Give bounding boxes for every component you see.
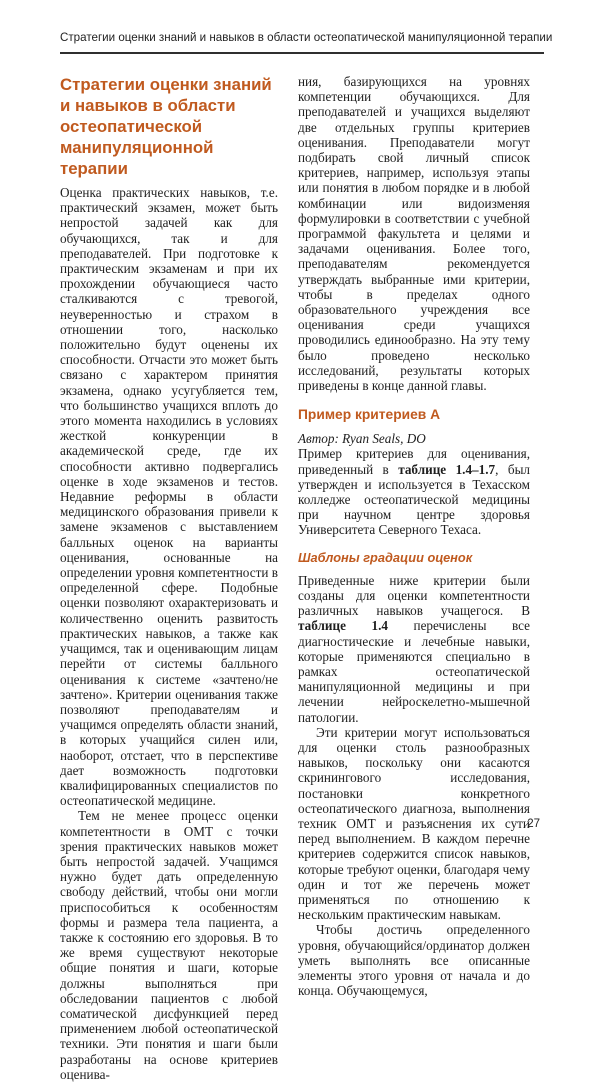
- table-reference: таблице 1.4: [298, 618, 388, 634]
- paragraph: Оценка практических навыков, т.е. практический экзамен, может быть непростой задачей как для обучающихся, так и для преподавателей. При подготовке к практическим экзаменам и при их прохождении обучающиеся часто сталкиваются с тревогой, неуверенностью и страхом в отношении того, насколько положительно будут оценены их способности. Отчасти это может быть связано с характером принятия экзамена, однако усугубляется тем, что большинство учащихся вплоть до этого момента находились в условиях жесткой конкуренции в академической среде, где их способности активно подвергались оценке в ходе экзаменов и тестов. Недавние реформы в области медицинского образования привели к замене экзаменов с выставлением балльных оценок на варианты оценивания, основанные на определении уровня компетентности в определенной сфере. Подобные оценки позволяют охарактеризовать и количественно оценить развитость практических навыков, а также как учащимся, так и оценивающим лицам перейти от системы балльного оценивания к системе «зачтено/не зачтено». Критерии оценивания также позволяют преподавателям и учащимся определять области знаний, в которых учащийся силен или, наоборот, отстает, что в перспективе дает возможность подготовки квалифицированных специалистов по остеопатической медицине.: [60, 185, 278, 809]
- running-header: Стратегии оценки знаний и навыков в области остеопатической манипуляционной терапии: [60, 24, 544, 54]
- text-run: , был утвержден и используется в Техасском колледже остеопатической медицины при научном центре здоровья Университета Северного Техаса.: [298, 461, 531, 538]
- text-run: Приведенные ниже критерии были созданы для оценки компетентности различных навыков учащегося. В: [298, 572, 530, 619]
- paragraph: ния, базирующихся на уровнях компетенции обучающихся. Для преподавателей и учащихся выделяют две отдельных группы критериев оценивания. Преподаватели могут подбирать свой личный список критериев, например, используя этапы или понятия в любом порядке и в любой комбинации или видоизменяя формулировки в соответствии с учебной программой факультета и целями и задачами оценивания. Более того, преподавателям рекомендуется утверждать выбранные ими критерии, чтобы в пределах одного образовательного учреждения все оценивания среди учащихся проводились единообразно. На эту тему было проведено несколько исследований, результаты которых приведены в конце данной главы.: [298, 74, 530, 394]
- text-run: перечислены все диагностические и лечебные навыки, которые применяются специально в рамках остеопатической манипуляционной медицины и при лечении нейроскелетно-мышечной патологии.: [298, 618, 530, 725]
- left-column: [60, 74, 278, 1082]
- author-line: Автор: Ryan Seals, DO: [298, 431, 426, 447]
- paragraph: [298, 573, 530, 725]
- table-reference: таблице 1.4–1.7: [398, 461, 496, 477]
- right-column: [298, 74, 530, 998]
- paragraph: Эти критерии могут использоваться для оценки столь разнообразных навыков, поскольку они касаются скринингового исследования, постановки конкретного остеопатического диагноза, выполнения техник ОМТ и разъяснения их сути перед выполнением. В каждом перечне критериев содержится список навыков, которые требуют оценки, благодаря чему один и тот же перечень может применяться по отношению к нескольким практическим навыкам.: [298, 724, 530, 923]
- paragraph: Чтобы достичь определенного уровня, обучающийся/ординатор должен уметь выполнять все описанные элементы этого уровня от начала и до конца. Обучающемуся,: [298, 922, 530, 999]
- paragraph: [298, 446, 530, 537]
- chapter-title: Стратегии оценки знаний и навыков в области остеопатической манипуляционной терапии: [60, 75, 272, 178]
- paragraph: Тем не менее процесс оценки компетентности в ОМТ с точки зрения практических навыков может быть непростой задачей. Учащимся нужно будет дать определенную свободу действий, чтобы они могли приспособиться к особенностям формы и размера тела пациента, а также к состоянию его здоровья. В то же время существуют некоторые общие понятия и шаги, которые должны выполняться при обследовании пациентов с любой соматической дисфункцией перед применением любой остеопатической техники. Эти понятия и шаги были разработаны на основе критериев оценива-: [60, 808, 278, 1082]
- subsection-heading-templates: Шаблоны градации оценок: [298, 549, 473, 565]
- section-heading-example: Пример критериев А: [298, 407, 441, 423]
- text-run: Пример критериев для оценивания, приведенный в: [298, 446, 530, 477]
- page-number: 27: [527, 818, 540, 830]
